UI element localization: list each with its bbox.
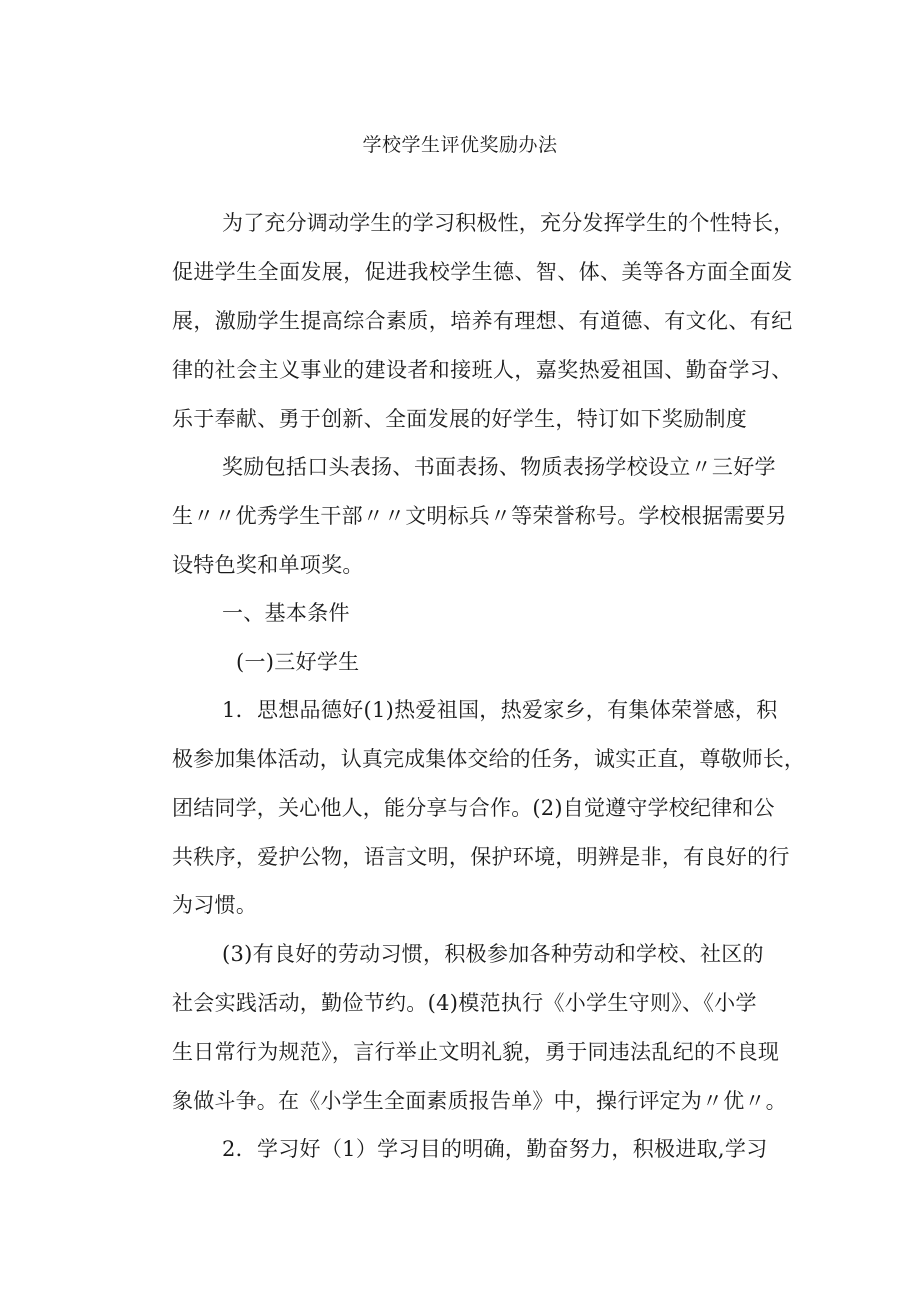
subsection-heading: (一)三好学生: [236, 650, 360, 674]
paragraph-line: 展，激励学生提高综合素质，培养有理想、有道德、有文化、有纪: [172, 309, 793, 333]
paragraph-line: 极参加集体活动，认真完成集体交给的任务，诚实正直，尊敬师长，: [172, 747, 805, 771]
paragraph-line: 共秩序，爱护公物，语言文明，保护环境，明辨是非，有良好的行: [172, 845, 790, 869]
paragraph-line: 1．思想品德好(1)热爱祖国，热爱家乡，有集体荣誉感，积: [222, 698, 778, 722]
section-heading: 一、基本条件: [222, 601, 350, 625]
paragraph-line: 2．学习好（1）学习目的明确，勤奋努力，积极进取,学习: [222, 1137, 768, 1161]
paragraph-line: 象做斗争。在《小学生全面素质报告单》中，操行评定为〃优〃。: [172, 1089, 787, 1113]
paragraph-line: (3)有良好的劳动习惯，积极参加各种劳动和学校、社区的: [222, 942, 764, 966]
paragraph-line: 奖励包括口头表扬、书面表扬、物质表扬学校设立〃三好学: [222, 455, 776, 479]
paragraph-line: 律的社会主义事业的建设者和接班人，嘉奖热爱祖国、勤奋学习、: [172, 358, 793, 382]
paragraph-line: 为习惯。: [172, 893, 258, 917]
paragraph-line: 生日常行为规范》，言行举止文明礼貌，勇于同违法乱纪的不良现: [172, 1040, 780, 1064]
paragraph-line: 为了充分调动学生的学习积极性，充分发挥学生的个性特长，: [222, 211, 795, 235]
paragraph-line: 设特色奖和单项奖。: [172, 553, 364, 577]
paragraph-line: 社会实践活动，勤俭节约。(4)模范执行《小学生守则》、《小学: [172, 991, 757, 1015]
paragraph-line: 乐于奉献、勇于创新、全面发展的好学生，特订如下奖励制度: [172, 407, 748, 431]
paragraph-line: 促进学生全面发展，促进我校学生德、智、体、美等各方面全面发: [172, 260, 793, 284]
paragraph-line: 生〃〃优秀学生干部〃〃文明标兵〃等荣誉称号。学校根据需要另: [172, 504, 787, 528]
paragraph-line: 团结同学，关心他人，能分享与合作。(2)自觉遵守学校纪律和公: [172, 796, 775, 820]
document-title: 学校学生评优奖励办法: [362, 134, 558, 156]
